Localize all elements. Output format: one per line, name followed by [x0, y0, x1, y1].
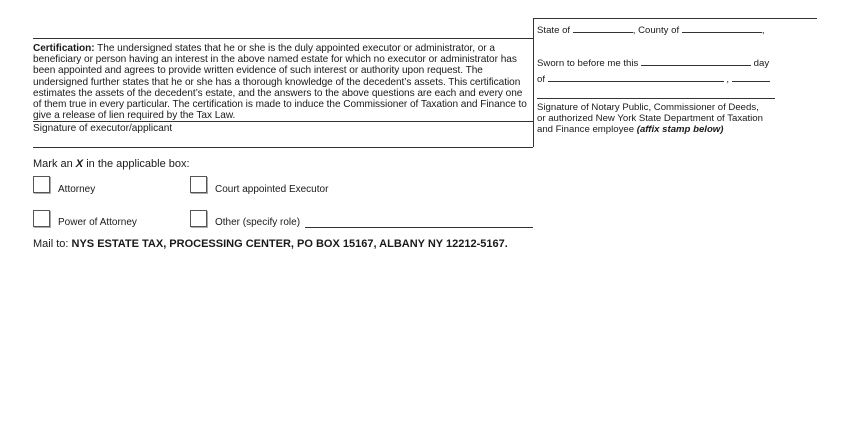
sworn-month-field[interactable]	[548, 81, 724, 82]
court-executor-label: Court appointed Executor	[215, 184, 329, 195]
sworn-of-row	[537, 74, 770, 85]
top-left-rule	[33, 38, 533, 39]
notary-signature-caption	[537, 102, 763, 135]
notary-caption-line-3-text: and Finance employee	[537, 124, 635, 135]
notary-signature-line[interactable]	[537, 98, 775, 99]
day-label: day	[753, 58, 770, 69]
certification-bottom-rule	[33, 147, 533, 148]
sworn-year-field[interactable]	[732, 81, 770, 82]
mark-x: X	[75, 158, 84, 170]
mark-suffix: in the applicable box:	[83, 158, 190, 170]
notary-caption-line-3	[537, 124, 763, 135]
mail-prefix: Mail to:	[33, 238, 72, 250]
section-divider	[533, 18, 534, 147]
state-field[interactable]	[573, 32, 633, 33]
other-role-field[interactable]	[305, 227, 533, 228]
mail-to-line	[33, 238, 508, 250]
certification-body: The undersigned states that he or she is the duly appointed executor or administrator, or a beneficiary or person having an interest in the above named estate for which no executor or administrator has been appointed and agrees to provide written evidence of such interest or authority upon request. The undersigned further states that he or she has a thorough knowledge of the decedent’s assets. This certification estimates the assets of the decedent’s estate, and the answers to the above questions are each and every one of them true in every particular. The certification is made to induce the Commissioner of Taxation and Finance to give a release of lien required by the Tax Law.	[33, 43, 527, 122]
county-field[interactable]	[682, 32, 762, 33]
of-label: of	[537, 74, 546, 85]
sworn-label: Sworn to before me this	[537, 58, 639, 69]
attorney-checkbox[interactable]	[33, 176, 50, 193]
executor-signature-line[interactable]	[33, 121, 533, 122]
of-comma: ,	[726, 74, 730, 85]
executor-signature-label: Signature of executor/applicant	[33, 123, 173, 134]
county-suffix: ,	[761, 25, 765, 36]
certification-text	[33, 43, 533, 121]
sworn-day-field[interactable]	[641, 65, 751, 66]
sworn-row	[537, 58, 769, 69]
power-of-attorney-checkbox[interactable]	[33, 210, 50, 227]
county-label: , County of	[632, 25, 680, 36]
certification-heading: Certification:	[33, 43, 95, 54]
other-label: Other (specify role)	[215, 217, 301, 228]
attorney-label: Attorney	[58, 184, 96, 195]
court-executor-checkbox[interactable]	[190, 176, 207, 193]
affix-stamp-note: (affix stamp below)	[636, 124, 724, 135]
notary-caption-line-2: or authorized New York State Department of Taxation	[537, 113, 763, 124]
state-label: State of	[537, 25, 571, 36]
notary-caption-line-1: Signature of Notary Public, Commissioner of Deeds,	[537, 102, 759, 113]
other-checkbox[interactable]	[190, 210, 207, 227]
power-of-attorney-label: Power of Attorney	[58, 217, 137, 228]
state-county-row	[537, 25, 765, 36]
top-right-rule	[533, 18, 817, 19]
mark-instruction	[33, 158, 190, 170]
mark-prefix: Mark an	[33, 158, 76, 170]
mail-address: NYS ESTATE TAX, PROCESSING CENTER, PO BOX 15167, ALBANY NY 12212-5167.	[71, 238, 508, 250]
